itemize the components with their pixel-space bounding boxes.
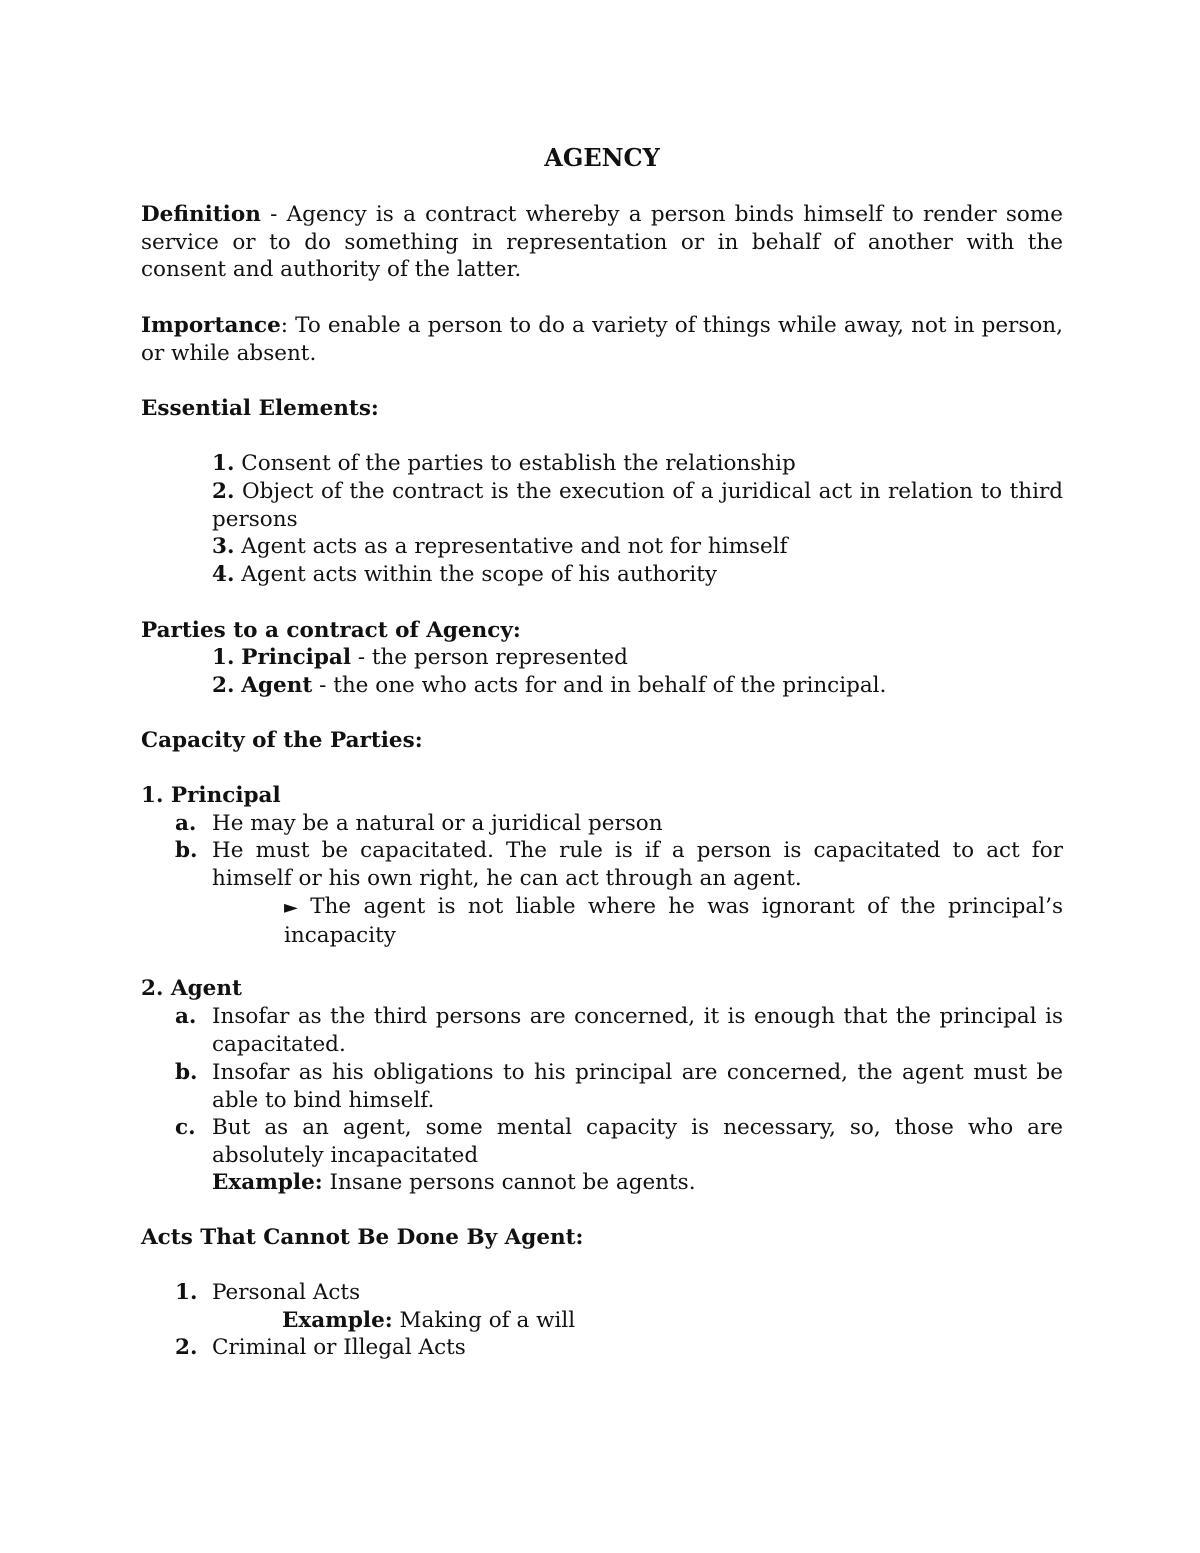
definition-paragraph xyxy=(141,201,1063,284)
page-title: AGENCY xyxy=(544,143,660,172)
list-item xyxy=(212,533,1063,561)
item-number: 2. xyxy=(212,479,235,504)
item-text: Agent acts within the scope of his authority xyxy=(234,562,718,587)
importance-term: Importance xyxy=(141,313,281,338)
triangle-bullet-icon: ► xyxy=(284,897,298,918)
agent-heading: 2. Agent xyxy=(141,976,242,1001)
list-item-text: Insofar as the third persons are concerned, it is enough that the principal is capacitated. xyxy=(212,1004,1063,1057)
list-item-text: Criminal or Illegal Acts xyxy=(212,1335,466,1360)
essential-elements-heading: Essential Elements: xyxy=(141,396,379,421)
item-number: 2. xyxy=(175,1335,198,1360)
example-text: Making of a will xyxy=(392,1308,576,1333)
capacity-heading: Capacity of the Parties: xyxy=(141,728,423,753)
item-letter: a. xyxy=(175,811,197,836)
note-item xyxy=(284,893,1063,949)
example-text: Insane persons cannot be agents. xyxy=(322,1170,696,1195)
item-number: 1. xyxy=(212,645,235,670)
example-line xyxy=(282,1307,575,1335)
list-item-text: He may be a natural or a juridical person xyxy=(212,811,663,836)
item-letter: b. xyxy=(175,838,198,863)
item-number: 1. xyxy=(212,451,235,476)
example-label: Example: xyxy=(212,1170,323,1195)
item-number: 1. xyxy=(175,1280,198,1305)
list-item xyxy=(212,478,1063,533)
definition-term: Definition xyxy=(141,202,261,227)
item-text: Agent acts as a representative and not for himself xyxy=(234,534,788,559)
item-number: 3. xyxy=(212,534,235,559)
list-item-text: But as an agent, some mental capacity is necessary, so, those who are absolutely incapacitated xyxy=(212,1115,1063,1168)
list-item xyxy=(212,672,886,700)
item-text: Object of the contract is the execution of a juridical act in relation to third persons xyxy=(212,479,1063,532)
example-label: Example: xyxy=(282,1308,393,1333)
note-text: The agent is not liable where he was ignorant of the principal’s incapacity xyxy=(284,894,1063,948)
list-item xyxy=(212,561,1063,589)
item-number: 4. xyxy=(212,562,235,587)
parties-heading: Parties to a contract of Agency: xyxy=(141,618,521,643)
item-text: Consent of the parties to establish the relationship xyxy=(234,451,796,476)
acts-heading: Acts That Cannot Be Done By Agent: xyxy=(141,1225,584,1250)
item-letter: c. xyxy=(175,1115,196,1140)
party-term: Principal xyxy=(241,645,351,670)
list-item-text: Personal Acts xyxy=(212,1280,361,1305)
importance-paragraph xyxy=(141,312,1063,367)
definition-text: - Agency is a contract whereby a person binds himself to render some service or to do something in representation or in behalf of another with the consent and authority of the latter. xyxy=(141,202,1063,282)
list-item-text: He must be capacitated. The rule is if a person is capacitated to act for himself or his own right, he can act through an agent. xyxy=(212,838,1063,891)
example-line xyxy=(212,1169,696,1197)
party-term: Agent xyxy=(241,673,313,698)
item-letter: b. xyxy=(175,1060,198,1085)
list-item xyxy=(212,450,1063,478)
principal-heading: 1. Principal xyxy=(141,783,281,808)
item-letter: a. xyxy=(175,1004,197,1029)
importance-text: : To enable a person to do a variety of things while away, not in person, or while absent. xyxy=(141,313,1063,366)
party-text: - the one who acts for and in behalf of the principal. xyxy=(312,673,887,698)
list-item-text: Insofar as his obligations to his principal are concerned, the agent must be able to bind himself. xyxy=(212,1060,1063,1113)
item-number: 2. xyxy=(212,673,235,698)
party-text: - the person represented xyxy=(350,645,628,670)
list-item xyxy=(212,644,628,672)
